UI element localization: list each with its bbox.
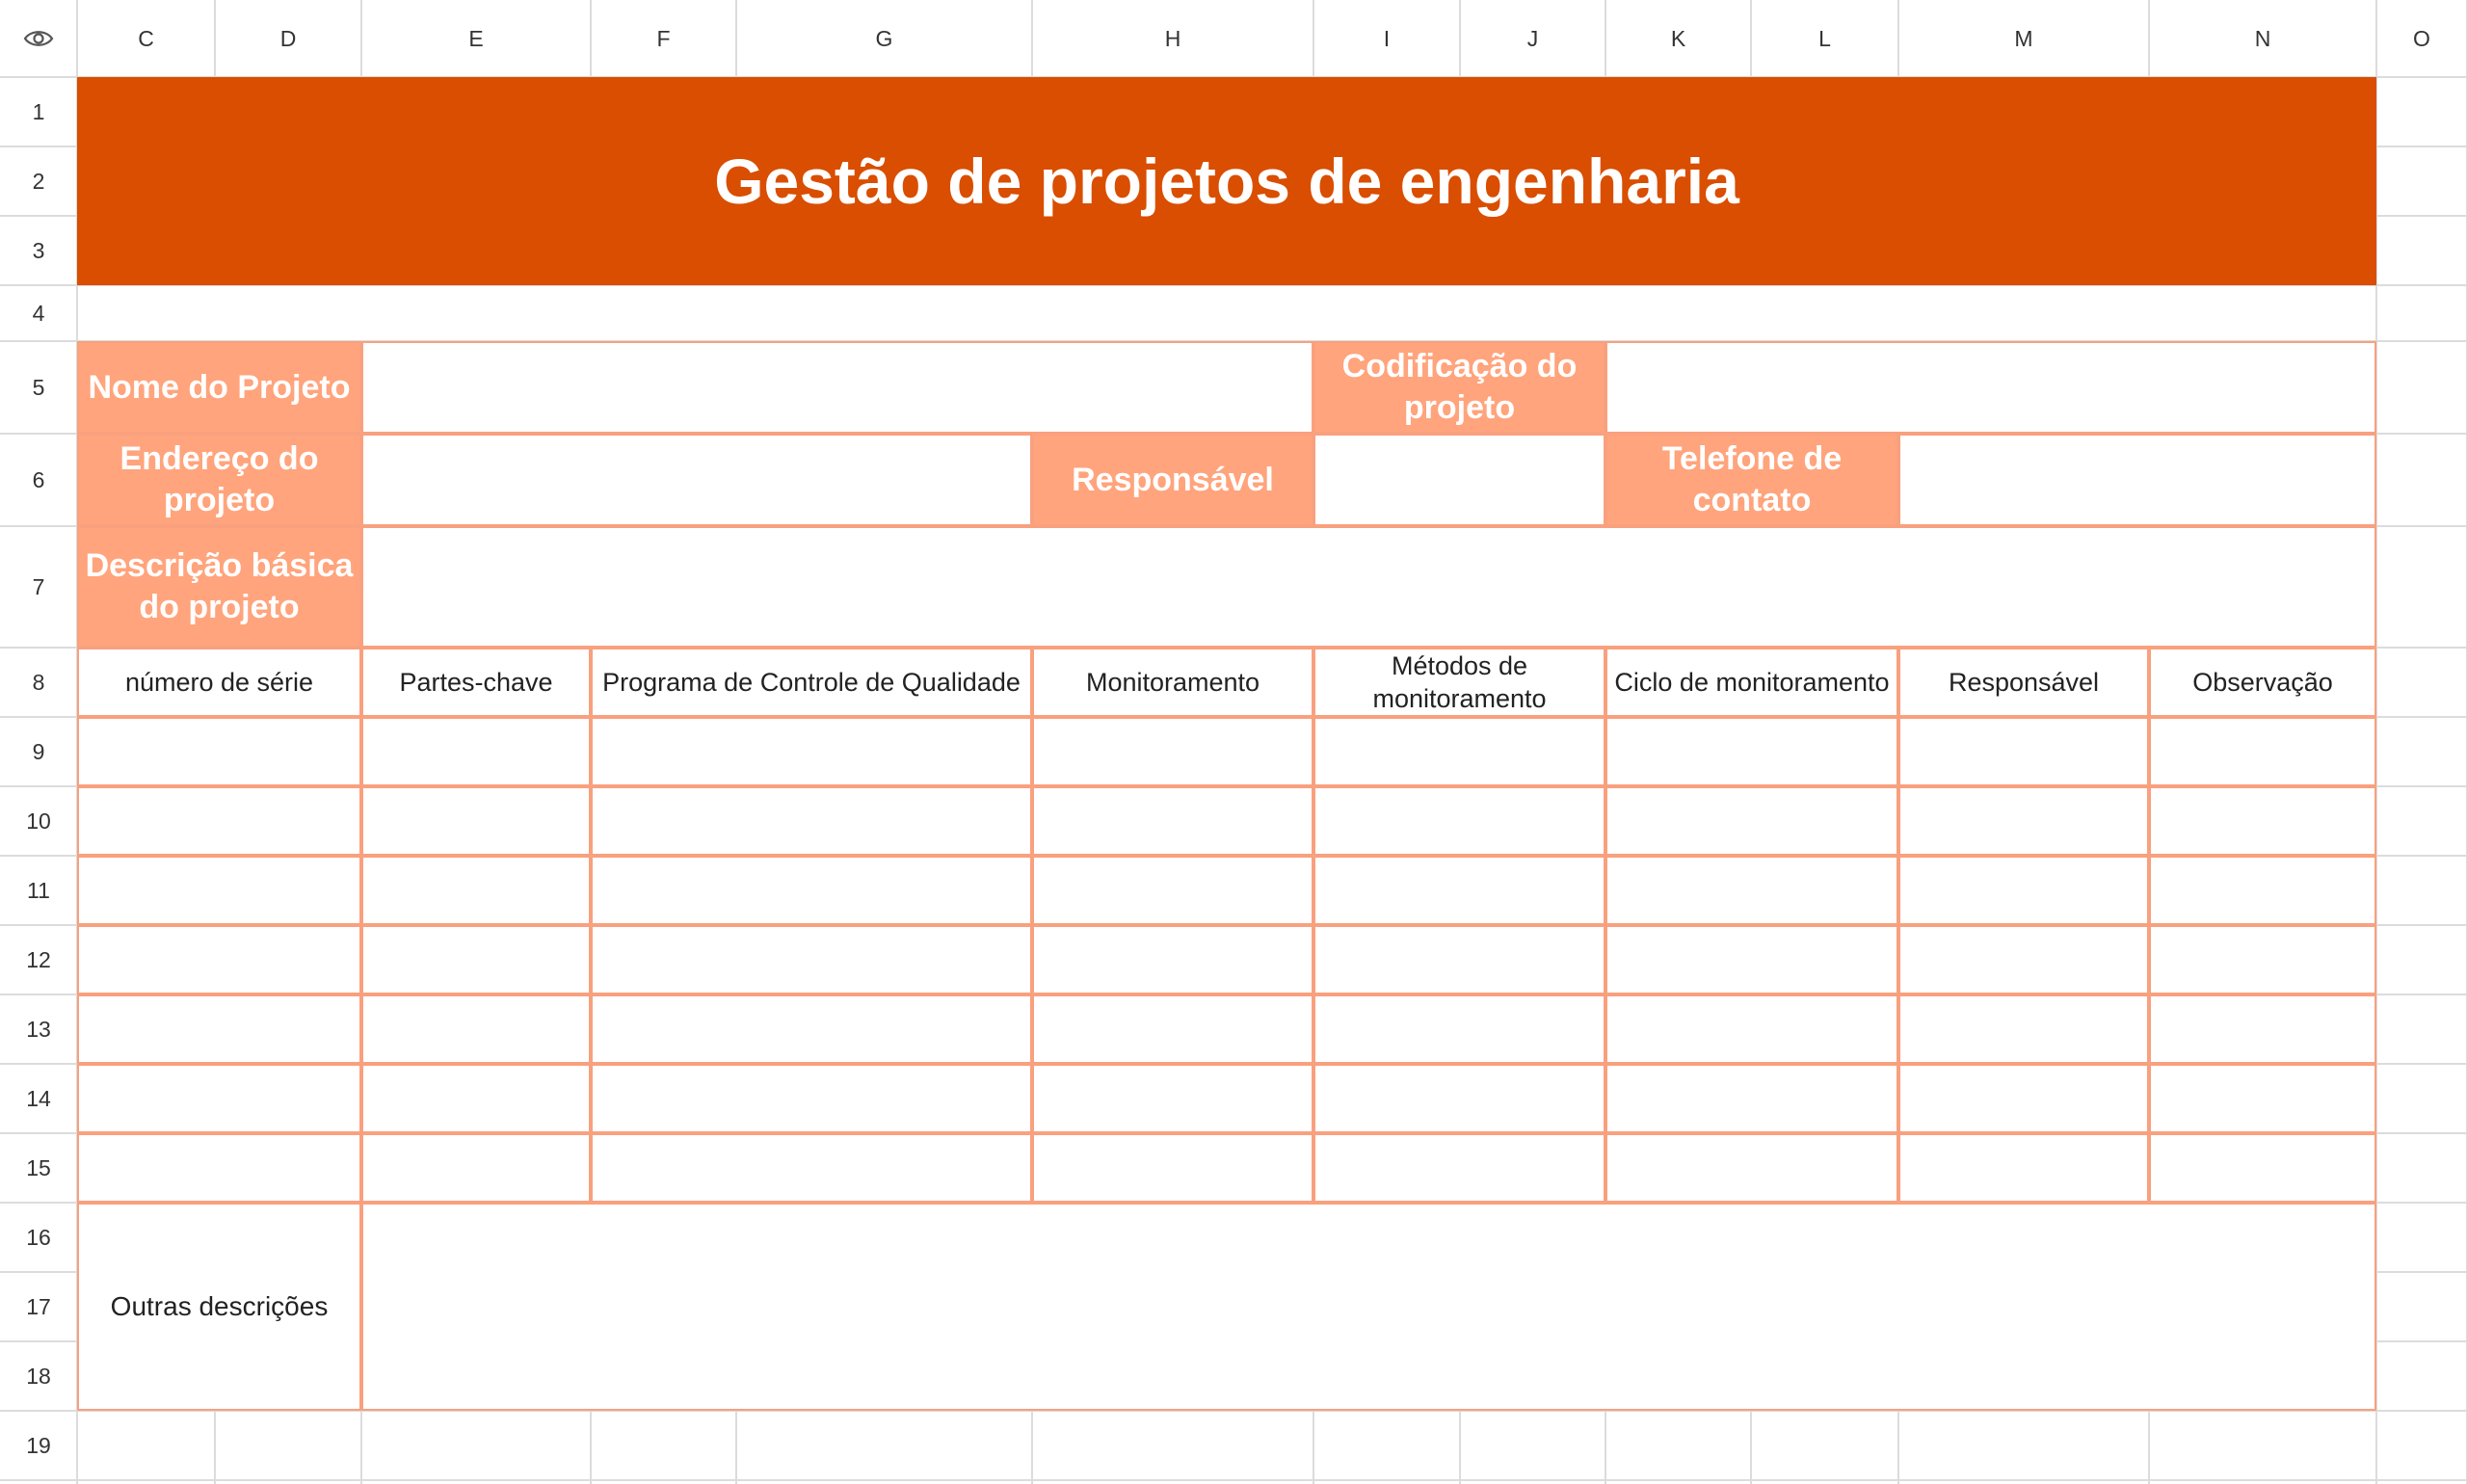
basic-description-label: Descrição básica do projeto	[77, 526, 361, 648]
column-header-o[interactable]: O	[2413, 25, 2430, 51]
row-header-10[interactable]: 10	[26, 808, 51, 834]
column-header-h[interactable]: H	[1164, 25, 1181, 51]
row-header-11[interactable]: 11	[27, 877, 50, 903]
table-cell[interactable]	[1605, 925, 1898, 994]
table-cell[interactable]	[1032, 1133, 1313, 1203]
table-header-responsible: Responsável	[1898, 648, 2149, 717]
column-header-c[interactable]: C	[138, 25, 154, 51]
table-cell[interactable]	[2149, 856, 2376, 925]
table-cell[interactable]	[1032, 856, 1313, 925]
table-header-observation: Observação	[2149, 648, 2376, 717]
table-header-monitoring-cycle: Ciclo de monitoramento	[1605, 648, 1898, 717]
row-header-19[interactable]: 19	[26, 1432, 51, 1458]
table-header-key-parts: Partes-chave	[361, 648, 591, 717]
table-cell[interactable]	[2149, 1133, 2376, 1203]
table-cell[interactable]	[77, 925, 361, 994]
project-code-input[interactable]	[1605, 341, 2376, 434]
table-cell[interactable]	[1032, 786, 1313, 856]
column-header-f[interactable]: F	[656, 25, 671, 51]
table-cell[interactable]	[1898, 856, 2149, 925]
row-header-5[interactable]: 5	[32, 374, 45, 400]
spacer-row	[78, 286, 2375, 340]
project-address-input[interactable]	[361, 434, 1032, 526]
table-cell[interactable]	[1032, 717, 1313, 786]
row-header-18[interactable]: 18	[26, 1363, 51, 1389]
table-cell[interactable]	[77, 994, 361, 1064]
table-cell[interactable]	[591, 1064, 1032, 1133]
row-header-12[interactable]: 12	[26, 946, 51, 972]
table-cell[interactable]	[77, 1064, 361, 1133]
table-cell[interactable]	[1605, 1064, 1898, 1133]
table-cell[interactable]	[1313, 925, 1605, 994]
table-cell[interactable]	[77, 786, 361, 856]
table-cell[interactable]	[2149, 925, 2376, 994]
table-cell[interactable]	[361, 1133, 591, 1203]
visibility-toggle-button[interactable]	[0, 0, 77, 77]
project-address-label: Endereço do projeto	[77, 434, 361, 526]
column-header-m[interactable]: M	[2014, 25, 2033, 51]
table-cell[interactable]	[361, 925, 591, 994]
table-header-monitoring: Monitoramento	[1032, 648, 1313, 717]
other-descriptions-input[interactable]	[361, 1203, 2376, 1411]
row-header-17[interactable]: 17	[26, 1293, 51, 1319]
row-header-13[interactable]: 13	[26, 1016, 51, 1042]
row-header-15[interactable]: 15	[26, 1154, 51, 1180]
table-cell[interactable]	[2149, 717, 2376, 786]
row-header-6[interactable]: 6	[32, 466, 45, 492]
table-cell[interactable]	[1313, 1133, 1605, 1203]
table-cell[interactable]	[1313, 717, 1605, 786]
table-cell[interactable]	[591, 856, 1032, 925]
table-cell[interactable]	[1032, 994, 1313, 1064]
row-header-3[interactable]: 3	[32, 237, 45, 263]
page-title: Gestão de projetos de engenharia	[77, 77, 2376, 285]
column-header-n[interactable]: N	[2254, 25, 2271, 51]
table-cell[interactable]	[1898, 1064, 2149, 1133]
responsible-input[interactable]	[1313, 434, 1605, 526]
column-header-i[interactable]: I	[1383, 25, 1391, 51]
table-header-quality-control-program: Programa de Controle de Qualidade	[591, 648, 1032, 717]
row-header-4[interactable]: 4	[32, 300, 45, 326]
table-cell[interactable]	[1605, 786, 1898, 856]
table-cell[interactable]	[1898, 994, 2149, 1064]
table-cell[interactable]	[1032, 1064, 1313, 1133]
eye-icon	[23, 28, 54, 49]
table-cell[interactable]	[361, 856, 591, 925]
contact-phone-label: Telefone de contato	[1605, 434, 1898, 526]
table-cell[interactable]	[1313, 786, 1605, 856]
table-cell[interactable]	[1605, 717, 1898, 786]
table-cell[interactable]	[1898, 786, 2149, 856]
grid-line-horizontal	[0, 1479, 2467, 1481]
table-header-serial-number: número de série	[77, 648, 361, 717]
row-header-9[interactable]: 9	[32, 738, 45, 764]
row-header-7[interactable]: 7	[32, 573, 45, 599]
row-header-1[interactable]: 1	[32, 98, 45, 124]
table-cell[interactable]	[1313, 1064, 1605, 1133]
column-header-j[interactable]: J	[1526, 25, 1539, 51]
other-descriptions-label: Outras descrições	[77, 1203, 361, 1411]
table-cell[interactable]	[361, 786, 591, 856]
table-cell[interactable]	[1605, 856, 1898, 925]
column-header-l[interactable]: L	[1818, 25, 1831, 51]
project-code-label: Codificação do projeto	[1313, 341, 1605, 434]
table-cell[interactable]	[77, 717, 361, 786]
table-cell[interactable]	[591, 717, 1032, 786]
row-header-14[interactable]: 14	[26, 1085, 51, 1111]
contact-phone-input[interactable]	[1898, 434, 2376, 526]
table-cell[interactable]	[1898, 1133, 2149, 1203]
basic-description-input[interactable]	[361, 526, 2376, 648]
column-header-k[interactable]: K	[1670, 25, 1686, 51]
table-cell[interactable]	[2149, 1064, 2376, 1133]
table-cell[interactable]	[2149, 786, 2376, 856]
row-header-8[interactable]: 8	[32, 669, 45, 695]
table-cell[interactable]	[591, 786, 1032, 856]
project-name-input[interactable]	[361, 341, 1313, 434]
column-header-g[interactable]: G	[875, 25, 893, 51]
table-cell[interactable]	[591, 1133, 1032, 1203]
table-cell[interactable]	[1313, 994, 1605, 1064]
responsible-label: Responsável	[1032, 434, 1313, 526]
table-cell[interactable]	[591, 994, 1032, 1064]
table-cell[interactable]	[77, 1133, 361, 1203]
table-cell[interactable]	[361, 717, 591, 786]
row-header-2[interactable]: 2	[32, 168, 45, 194]
row-header-16[interactable]: 16	[26, 1224, 51, 1250]
table-cell[interactable]	[2149, 994, 2376, 1064]
column-header-e[interactable]: E	[468, 25, 484, 51]
table-header-monitoring-methods: Métodos de monitoramento	[1313, 648, 1605, 717]
table-cell[interactable]	[77, 856, 361, 925]
table-cell[interactable]	[1605, 1133, 1898, 1203]
column-header-d[interactable]: D	[279, 25, 297, 51]
table-cell[interactable]	[1032, 925, 1313, 994]
table-cell[interactable]	[1313, 856, 1605, 925]
table-cell[interactable]	[1898, 925, 2149, 994]
table-cell[interactable]	[591, 925, 1032, 994]
table-cell[interactable]	[1898, 717, 2149, 786]
table-cell[interactable]	[1605, 994, 1898, 1064]
table-cell[interactable]	[361, 994, 591, 1064]
project-name-label: Nome do Projeto	[77, 341, 361, 434]
table-cell[interactable]	[361, 1064, 591, 1133]
